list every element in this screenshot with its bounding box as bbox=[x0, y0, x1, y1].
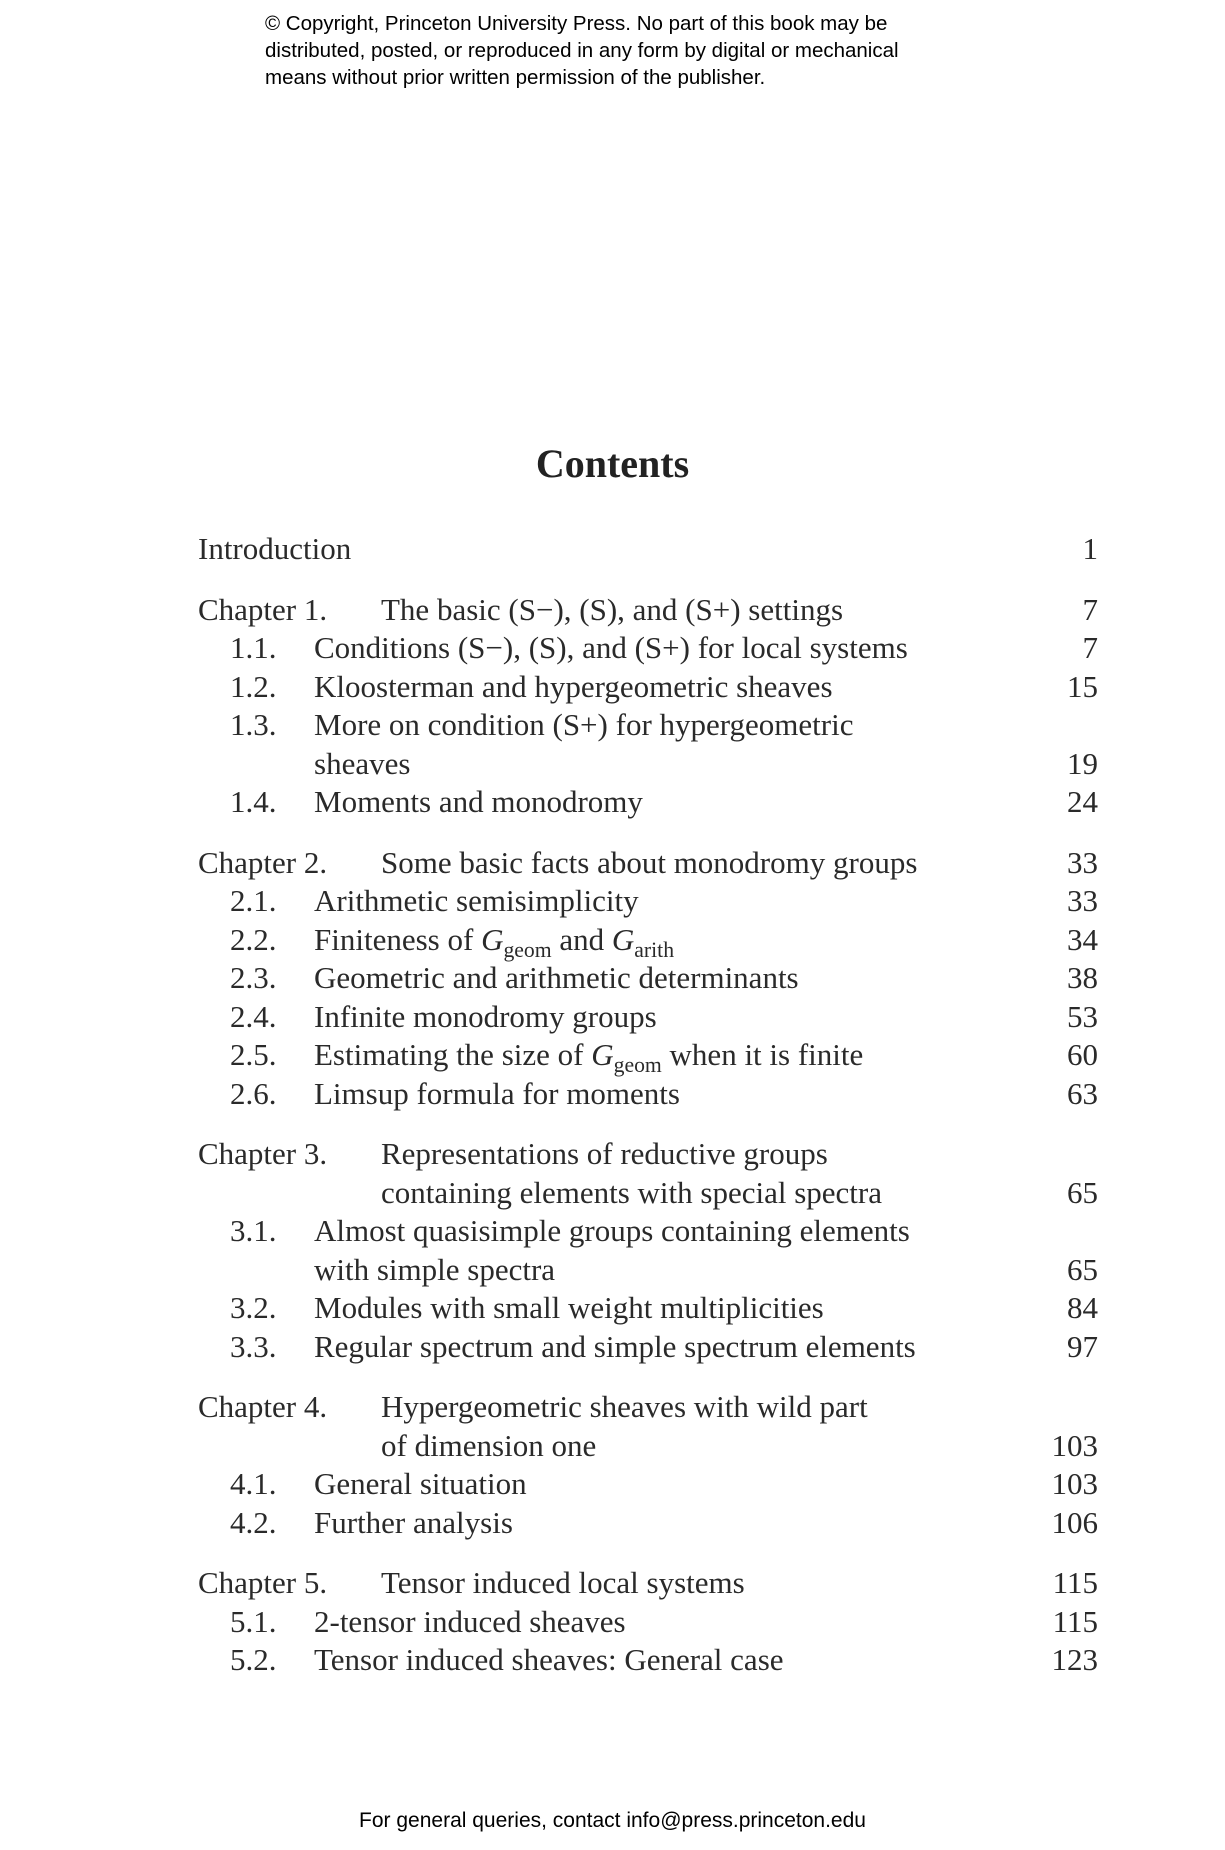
toc-entry-section[interactable] bbox=[198, 1641, 1098, 1680]
chapter-title: Some basic facts about monodromy groups bbox=[381, 844, 918, 880]
section-title: Conditions (S−), (S), and (S+) for local systems bbox=[314, 630, 908, 665]
section-title: Almost quasisimple groups containing elements bbox=[314, 1213, 910, 1248]
page-number: 38 bbox=[1067, 960, 1098, 995]
toc-entry-section[interactable] bbox=[198, 1504, 1098, 1543]
page-number: 1 bbox=[1082, 531, 1098, 566]
section-number: 1.2. bbox=[230, 668, 277, 704]
section-number: 1.4. bbox=[230, 784, 277, 819]
chapter-label: Chapter 2. bbox=[198, 844, 328, 880]
footer-contact: For general queries, contact info@press.princeton.edu bbox=[359, 1809, 866, 1832]
toc-entry-section-continued[interactable] bbox=[198, 745, 1098, 784]
section-title: Modules with small weight multiplicities bbox=[314, 1290, 824, 1325]
page-number: 15 bbox=[1067, 668, 1098, 704]
page-number: 19 bbox=[1067, 745, 1098, 781]
section-title: Limsup formula for moments bbox=[314, 1075, 680, 1111]
page-number: 60 bbox=[1067, 1037, 1098, 1072]
page-number: 106 bbox=[1051, 1504, 1098, 1540]
section-title: General situation bbox=[314, 1466, 527, 1501]
section-title: Infinite monodromy groups bbox=[314, 998, 657, 1034]
toc-entry-section[interactable] bbox=[198, 1289, 1098, 1328]
page-number: 65 bbox=[1067, 1174, 1098, 1210]
page-number: 33 bbox=[1067, 883, 1098, 918]
section-number: 3.1. bbox=[230, 1213, 277, 1248]
toc-entry-section[interactable] bbox=[198, 706, 1098, 745]
section-title: Geometric and arithmetic determinants bbox=[314, 960, 799, 995]
page-number: 123 bbox=[1051, 1642, 1098, 1677]
page-number: 115 bbox=[1052, 1603, 1098, 1639]
chapter-title: Hypergeometric sheaves with wild part bbox=[381, 1389, 868, 1424]
page-title: Contents bbox=[535, 441, 690, 486]
page-number: 65 bbox=[1067, 1251, 1098, 1287]
chapter-title-continued: containing elements with special spectra bbox=[381, 1174, 882, 1210]
chapter-label: Chapter 4. bbox=[198, 1389, 328, 1424]
page-number: 33 bbox=[1067, 844, 1098, 880]
toc-entry-section[interactable] bbox=[198, 882, 1098, 921]
copyright-notice bbox=[265, 10, 1065, 91]
toc-entry-section[interactable] bbox=[198, 1465, 1098, 1504]
page-number: 97 bbox=[1067, 1328, 1098, 1364]
toc-entry-section-continued[interactable] bbox=[198, 1251, 1098, 1290]
chapter-title-continued: of dimension one bbox=[381, 1427, 597, 1463]
section-number: 4.2. bbox=[230, 1504, 277, 1540]
page-number: 7 bbox=[1082, 591, 1098, 627]
page-number: 24 bbox=[1067, 784, 1098, 819]
section-number: 2.6. bbox=[230, 1075, 277, 1111]
page-number: 53 bbox=[1067, 998, 1098, 1034]
section-title: Further analysis bbox=[314, 1504, 513, 1540]
section-number: 1.1. bbox=[230, 630, 277, 665]
page-number: 103 bbox=[1051, 1466, 1098, 1501]
section-title: Finiteness of $G_{geom}$ and $G_{arith}$ bbox=[314, 921, 675, 962]
page-number: 115 bbox=[1052, 1565, 1098, 1600]
section-title: Arithmetic semisimplicity bbox=[314, 883, 639, 918]
page-number: 7 bbox=[1082, 630, 1098, 665]
toc-entry-chapter-4[interactable] bbox=[198, 1388, 1098, 1427]
section-number: 2.2. bbox=[230, 921, 277, 957]
section-title: 2-tensor induced sheaves bbox=[314, 1603, 626, 1639]
toc-entry-chapter-3[interactable] bbox=[198, 1135, 1098, 1174]
section-title: Moments and monodromy bbox=[314, 784, 643, 819]
section-number: 2.3. bbox=[230, 960, 277, 995]
section-number: 3.2. bbox=[230, 1290, 277, 1325]
page-number: 34 bbox=[1067, 921, 1098, 957]
section-title: Tensor induced sheaves: General case bbox=[314, 1642, 784, 1677]
section-number: 3.3. bbox=[230, 1328, 277, 1364]
section-title: Estimating the size of $G_{geom}$ when it is finite bbox=[314, 1037, 864, 1078]
toc-entry-section[interactable] bbox=[198, 629, 1098, 668]
toc-entry-section[interactable] bbox=[198, 668, 1098, 707]
copyright-line: © Copyright, Princeton University Press. No part of this book may be bbox=[265, 12, 888, 35]
section-title-continued: with simple spectra bbox=[314, 1251, 556, 1287]
section-number: 2.1. bbox=[230, 883, 277, 918]
toc-entry-section[interactable] bbox=[198, 1328, 1098, 1367]
toc-entry-section[interactable] bbox=[198, 1036, 1098, 1078]
chapter-title: Representations of reductive groups bbox=[381, 1136, 828, 1171]
section-number: 2.4. bbox=[230, 998, 277, 1034]
chapter-label: Chapter 5. bbox=[198, 1565, 328, 1600]
toc-entry-section[interactable] bbox=[198, 1212, 1098, 1251]
section-title: Kloosterman and hypergeometric sheaves bbox=[314, 668, 833, 704]
toc-entry-section[interactable] bbox=[198, 998, 1098, 1037]
section-number: 5.1. bbox=[230, 1603, 277, 1639]
section-number: 2.5. bbox=[230, 1037, 277, 1072]
copyright-line: distributed, posted, or reproduced in any form by digital or mechanical bbox=[265, 39, 899, 62]
chapter-title: The basic (S−), (S), and (S+) settings bbox=[381, 591, 844, 627]
toc-entry-chapter-continued[interactable] bbox=[198, 1427, 1098, 1466]
toc-entry-chapter-2[interactable] bbox=[198, 844, 1098, 883]
toc-entry-section[interactable] bbox=[198, 1603, 1098, 1642]
page-number: 63 bbox=[1067, 1075, 1098, 1111]
toc-entry-chapter-1[interactable] bbox=[198, 591, 1098, 630]
toc-entry-introduction[interactable] bbox=[198, 530, 1098, 569]
chapter-title: Tensor induced local systems bbox=[381, 1565, 745, 1600]
copyright-line: means without prior written permission of the publisher. bbox=[265, 66, 766, 89]
toc-entry-chapter-continued[interactable] bbox=[198, 1174, 1098, 1213]
toc-entry-chapter-5[interactable] bbox=[198, 1564, 1098, 1603]
entry-title: Introduction bbox=[198, 531, 352, 566]
section-title: Regular spectrum and simple spectrum elements bbox=[314, 1328, 916, 1364]
section-title: More on condition (S+) for hypergeometric bbox=[314, 707, 854, 742]
toc-entry-section[interactable] bbox=[198, 959, 1098, 998]
chapter-label: Chapter 1. bbox=[198, 591, 328, 627]
page-number: 103 bbox=[1051, 1427, 1098, 1463]
toc-entry-section[interactable] bbox=[198, 921, 1098, 960]
section-title-continued: sheaves bbox=[314, 745, 411, 781]
section-number: 4.1. bbox=[230, 1466, 277, 1501]
section-number: 1.3. bbox=[230, 707, 277, 742]
table-of-contents bbox=[198, 530, 1098, 1680]
toc-entry-section[interactable] bbox=[198, 1075, 1098, 1114]
section-number: 5.2. bbox=[230, 1642, 277, 1677]
chapter-label: Chapter 3. bbox=[198, 1136, 328, 1171]
toc-entry-section[interactable] bbox=[198, 783, 1098, 822]
page-number: 84 bbox=[1067, 1290, 1098, 1325]
